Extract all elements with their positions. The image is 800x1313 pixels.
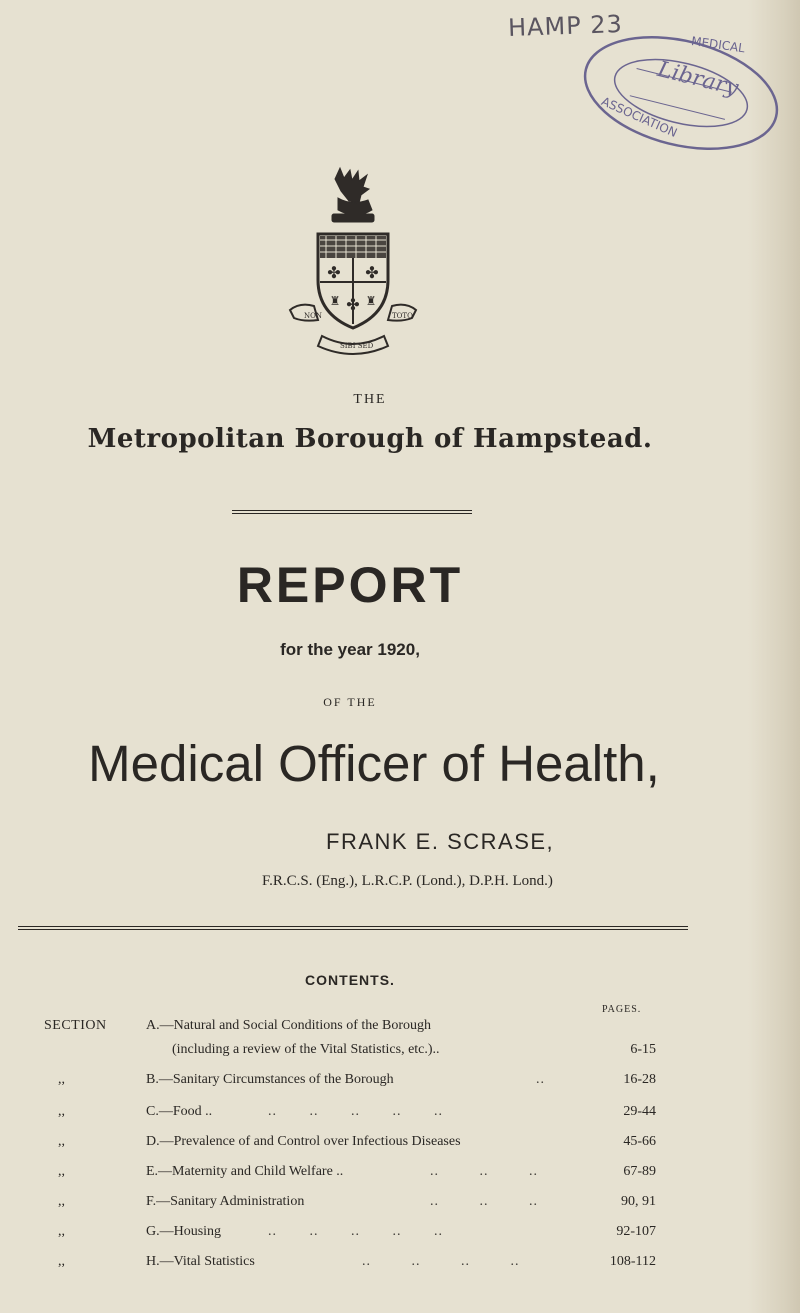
toc-entry-pages: 92-107 (616, 1224, 656, 1239)
author-name: FRANK E. SCRASE, (326, 829, 555, 854)
toc-row (0, 1194, 800, 1216)
toc-entry-text: E.—Maternity and Child Welfare .. (146, 1164, 344, 1179)
toc-entry-text: B.—Sanitary Circumstances of the Borough (146, 1072, 394, 1087)
toc-entry-text: D.—Prevalence of and Control over Infectious Diseases (146, 1134, 461, 1149)
svg-text:Library: Library (654, 57, 741, 102)
toc-entry-text: A.—Natural and Social Conditions of the Borough (146, 1018, 432, 1033)
pages-column-heading: PAGES. (602, 1004, 642, 1015)
toc-entry-pages: 90, 91 (621, 1194, 656, 1209)
toc-row (0, 1164, 800, 1186)
toc-leader-dots: .. .. .. .. .. (268, 1104, 443, 1119)
section-label: SECTION (44, 1018, 107, 1033)
svg-text:✤: ✤ (365, 265, 379, 282)
toc-entry-text: (including a review of the Vital Statistics, etc.).. (172, 1042, 440, 1057)
svg-text:✤: ✤ (327, 265, 341, 282)
toc-entry-pages: 108-112 (609, 1254, 656, 1269)
toc-row (0, 1042, 800, 1064)
contents-heading: CONTENTS. (305, 972, 395, 988)
svg-text:ASSOCIATION: ASSOCIATION (599, 94, 680, 141)
toc-entry-text: C.—Food .. (146, 1104, 213, 1119)
toc-leader-dots: .. .. .. .. (362, 1254, 520, 1269)
title-divider (232, 510, 472, 514)
toc-row (0, 1254, 800, 1276)
svg-text:✤: ✤ (346, 297, 360, 314)
officer-title: Medical Officer of Health, (88, 735, 660, 792)
ditto-mark: ,, (58, 1224, 65, 1239)
ditto-mark: ,, (58, 1104, 65, 1119)
svg-text:MEDICAL: MEDICAL (690, 34, 746, 56)
toc-leader-dots: .. .. .. (430, 1194, 538, 1209)
toc-entry-pages: 45-66 (623, 1134, 656, 1149)
toc-entry-pages: 6-15 (630, 1042, 656, 1057)
toc-entry-text: G.—Housing (146, 1224, 222, 1239)
borough-crest (282, 160, 424, 360)
ditto-mark: ,, (58, 1134, 65, 1149)
the-label: THE (353, 392, 387, 407)
report-title: REPORT (236, 557, 464, 613)
toc-entry-text: H.—Vital Statistics (146, 1254, 255, 1269)
author-qualifications: F.R.C.S. (Eng.), L.R.C.P. (Lond.), D.P.H. Lond.) (262, 873, 553, 889)
ditto-mark: ,, (58, 1194, 65, 1209)
toc-leader-dots: .. .. .. (430, 1164, 538, 1179)
library-stamp (572, 18, 790, 168)
section-divider (18, 926, 688, 930)
toc-row (0, 1134, 800, 1156)
toc-row (0, 1224, 800, 1246)
crest-motto-bottom: SIBI SED (340, 342, 374, 350)
svg-text:♜: ♜ (329, 294, 341, 308)
ditto-mark: ,, (58, 1164, 65, 1179)
ditto-mark: ,, (58, 1072, 65, 1087)
borough-title: Metropolitan Borough of Hampstead. (87, 424, 653, 454)
toc-entry-pages: 67-89 (623, 1164, 656, 1179)
toc-row (0, 1018, 800, 1040)
of-the-label: OF THE (323, 695, 377, 709)
toc-entry-text: F.—Sanitary Administration (146, 1194, 305, 1209)
crest-motto-left: NON (304, 312, 322, 320)
toc-leader-dots: .. (536, 1072, 545, 1087)
toc-row (0, 1072, 800, 1094)
svg-text:♜: ♜ (365, 294, 377, 308)
toc-entry-pages: 29-44 (623, 1104, 656, 1119)
report-year: for the year 1920, (280, 640, 420, 659)
toc-entry-pages: 16-28 (623, 1072, 656, 1087)
ditto-mark: ,, (58, 1254, 65, 1269)
toc-row (0, 1104, 800, 1126)
crest-motto-right: TOTO (392, 312, 413, 320)
handwritten-reference: HAMP 23 (507, 10, 624, 42)
toc-leader-dots: .. .. .. .. .. (268, 1224, 443, 1239)
